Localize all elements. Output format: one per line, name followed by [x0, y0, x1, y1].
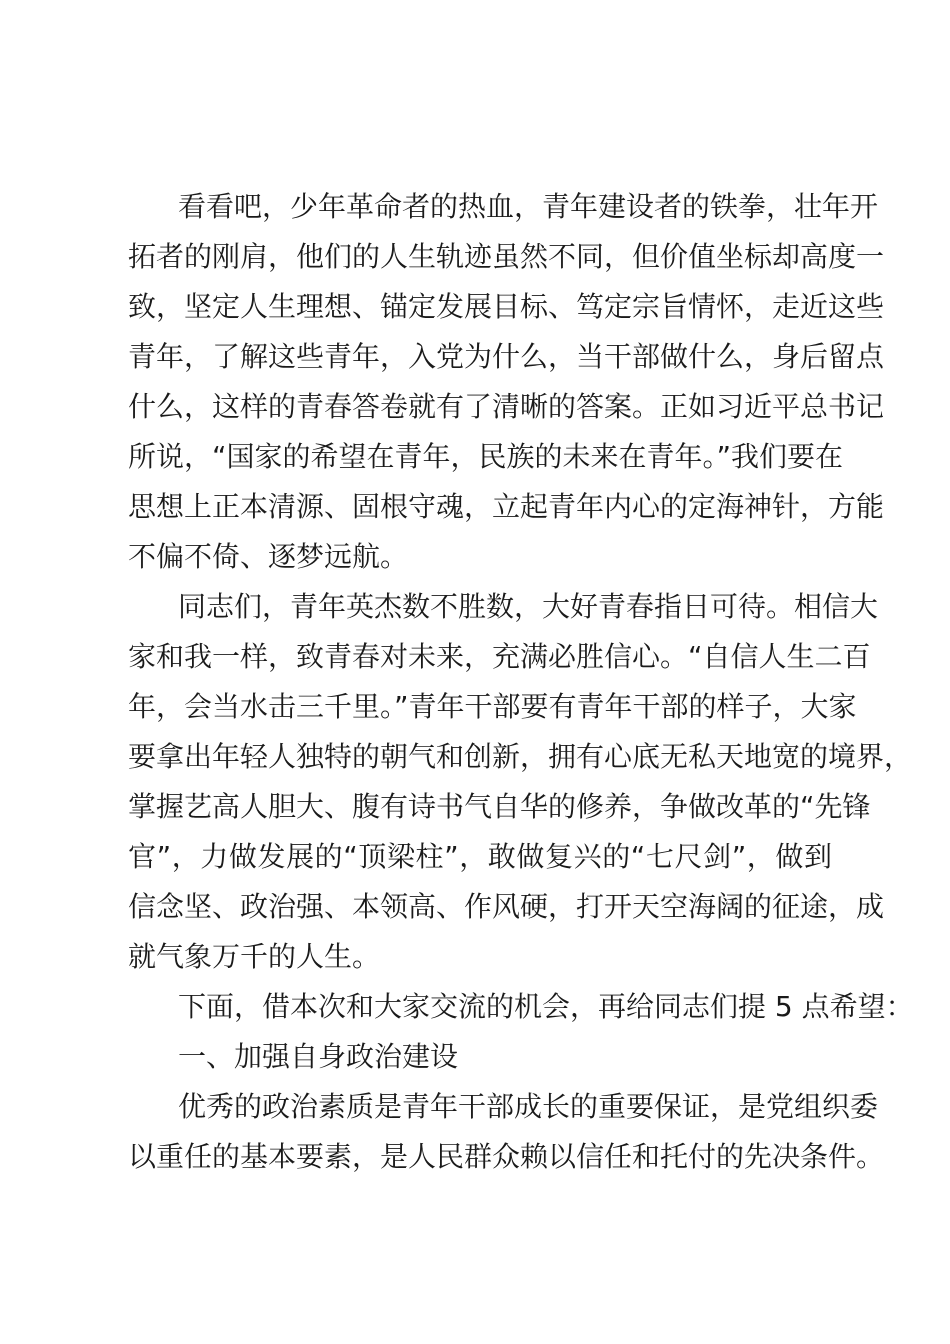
paragraph-3 — [128, 982, 914, 1032]
text-line: 青年，了解这些青年，入党为什么，当干部做什么，身后留点 — [128, 340, 885, 373]
text-line: 什么，这样的青春答卷就有了清晰的答案。正如习近平总书记 — [128, 390, 885, 423]
text-line: 不偏不倚、逐梦远航。 — [128, 540, 409, 573]
text-line: 致，坚定人生理想、锚定发展目标、笃定宗旨情怀，走近这些 — [128, 290, 885, 323]
text-line: 所说，“国家的希望在青年，民族的未来在青年。”我们要在 — [128, 440, 844, 473]
text-line: 思想上正本清源、固根守魂，立起青年内心的定海神针，方能 — [128, 490, 885, 523]
text-line: 官”，力做发展的“顶梁柱”，敢做复兴的“七尺剑”，做到 — [128, 840, 832, 873]
text-line: 信念坚、政治强、本领高、作风硬，打开天空海阔的征途，成 — [128, 890, 885, 923]
document-page — [128, 182, 914, 1182]
section-heading — [128, 1032, 832, 1082]
text-line: 拓者的刚肩，他们的人生轨迹虽然不同，但价值坐标却高度一 — [128, 240, 885, 273]
text-line: 年，会当水击三千里。”青年干部要有青年干部的样子，大家 — [128, 690, 857, 723]
text-line: 掌握艺高人胆大、腹有诗书气自华的修养，争做改革的“先锋 — [128, 790, 871, 823]
text-line: 要拿出年轻人独特的朝气和创新，拥有心底无私天地宽的境界， — [128, 740, 913, 773]
paragraph-2 — [128, 582, 913, 982]
text-line: 家和我一样，致青春对未来，充满必胜信心。“自信人生二百 — [128, 640, 871, 673]
text-line: 就气象万千的人生。 — [128, 940, 381, 973]
text-line: 下面，借本次和大家交流的机会，再给同志们提 5 点希望： — [178, 990, 914, 1023]
paragraph-4 — [128, 1082, 885, 1182]
text-line: 优秀的政治素质是青年干部成长的重要保证，是党组织委 — [178, 1090, 879, 1123]
text-line: 看看吧，少年革命者的热血，青年建设者的铁拳，壮年开 — [178, 190, 879, 223]
paragraph-1 — [128, 182, 885, 582]
heading-text: 一、加强自身政治建设 — [178, 1040, 459, 1073]
text-line: 同志们，青年英杰数不胜数，大好青春指日可待。相信大 — [178, 590, 879, 623]
text-line: 以重任的基本要素，是人民群众赖以信任和托付的先决条件。 — [128, 1140, 885, 1173]
